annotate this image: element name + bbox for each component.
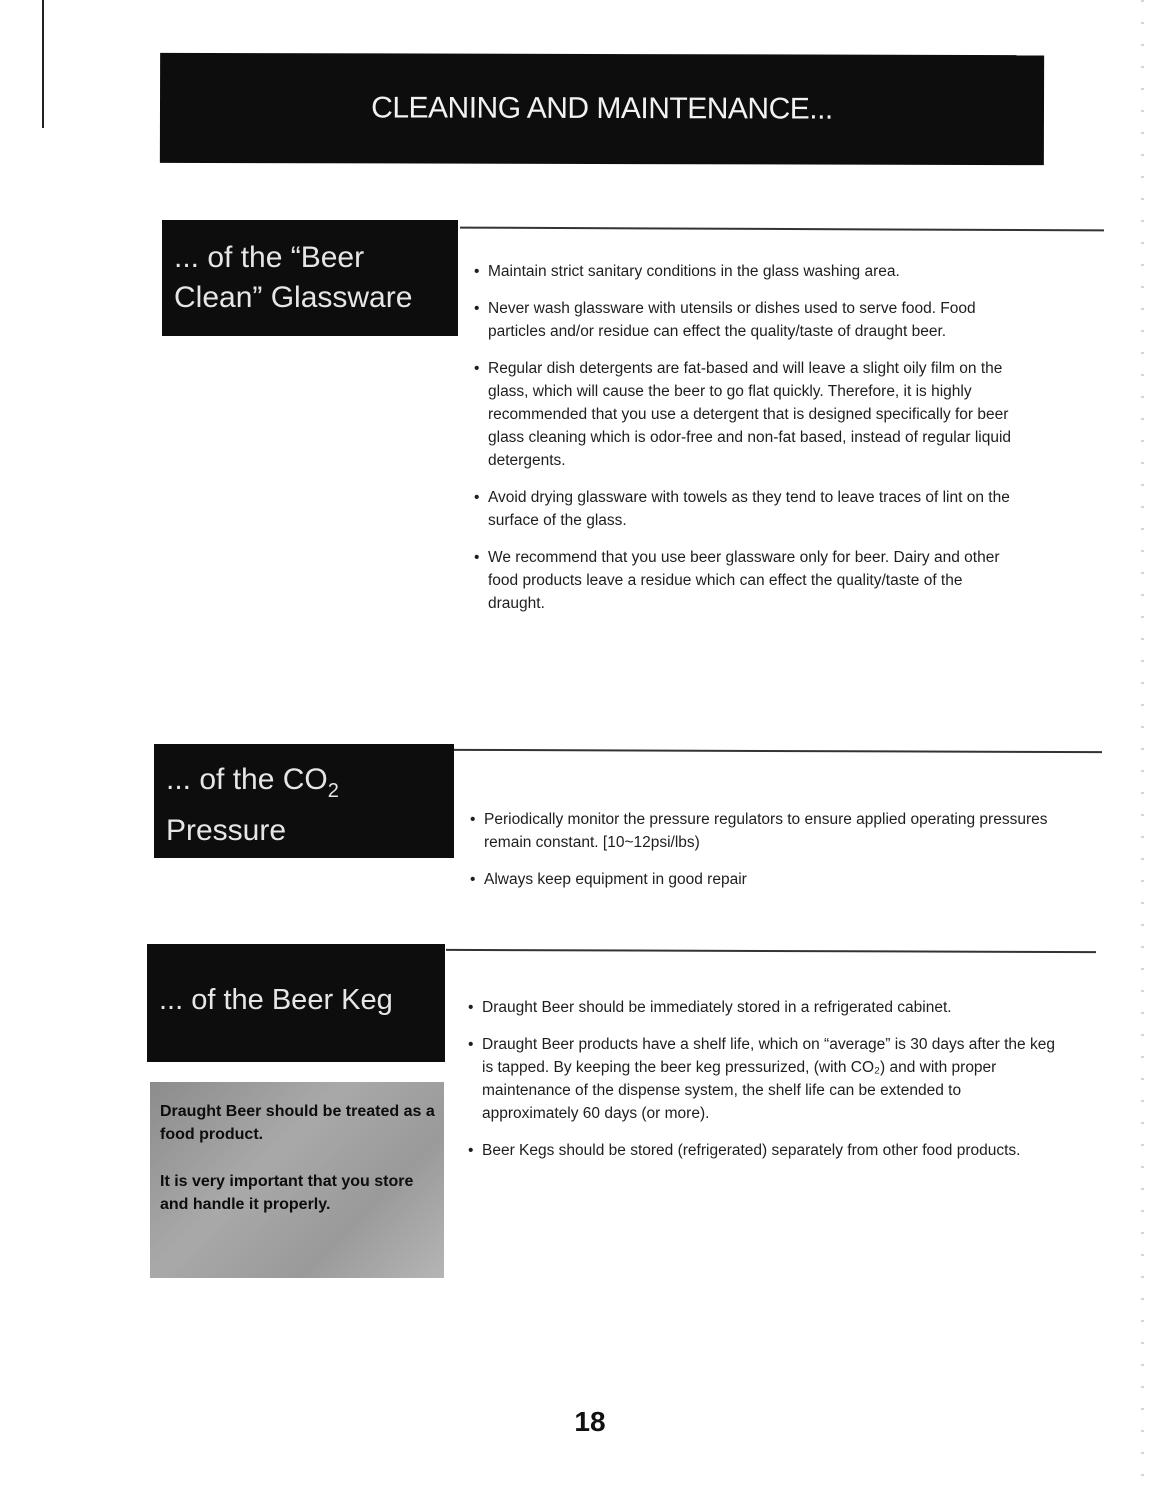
list-item: • Avoid drying glassware with towels as they tend to leave traces of lint on the surface of the glass. [474,486,1014,532]
co2-heading-subscript: 2 [327,780,339,802]
co2-heading-prefix: ... of the CO [166,763,328,796]
note-line-1: Draught Beer should be treated as a food product. [160,1103,435,1143]
keg-bullet-list [468,996,1058,1176]
page-number: 18 [574,1406,606,1437]
list-item: • Never wash glassware with utensils or dishes used to serve food. Food particles and/or residue can effect the quality/taste of draught beer. [474,297,1014,343]
food-product-note [150,1082,444,1278]
section-heading-keg [147,944,445,1062]
glassware-bullet-list [474,260,1014,629]
list-item: • Maintain strict sanitary conditions in the glass washing area. [474,260,1014,283]
section-heading-glassware [162,220,458,336]
list-item: • Beer Kegs should be stored (refrigerated) separately from other food products. [468,1139,1058,1162]
section-divider-keg [446,949,1096,953]
co2-heading-line2: Pressure [166,814,287,847]
note-line-2: It is very important that you store and handle it properly. [160,1173,414,1213]
list-item: • Always keep equipment in good repair [470,868,1050,891]
keg-heading: ... of the Beer Keg [159,984,393,1016]
list-item: • Draught Beer should be immediately stored in a refrigerated cabinet. [468,996,1058,1019]
section-divider-glassware [460,227,1104,232]
glassware-heading-line1: ... of the “Beer [174,241,365,274]
page-title: CLEANING AND MAINTENANCE... [371,91,833,126]
section-divider-co2 [454,749,1102,753]
list-item: • Regular dish detergents are fat-based and will leave a slight oily film on the glass, which will cause the beer to go flat quickly. Therefore, it is highly recommended that you use a detergent that is designed specifically for beer glass cleaning which is odor-free and non-fat based, instead of regular liquid detergents. [474,357,1014,472]
glassware-heading-line2: Clean” Glassware [174,281,413,314]
page-title-banner [160,53,1044,165]
list-item: • Periodically monitor the pressure regulators to ensure applied operating pressures remain constant. [10~12psi/lbs) [470,808,1050,854]
scan-edge-line [42,0,44,128]
scan-edge-dots [1141,0,1144,1486]
list-item: • We recommend that you use beer glassware only for beer. Dairy and other food products leave a residue which can effect the quality/taste of the draught. [474,546,1014,615]
co2-bullet-list [470,808,1050,905]
list-item: • Draught Beer products have a shelf life, which on “average” is 30 days after the keg is tapped. By keeping the beer keg pressurized, (with CO₂) and with proper maintenance of the dispense system, the shelf life can be extended to approximately 60 days (or more). [468,1033,1058,1125]
section-heading-co2 [154,744,454,858]
